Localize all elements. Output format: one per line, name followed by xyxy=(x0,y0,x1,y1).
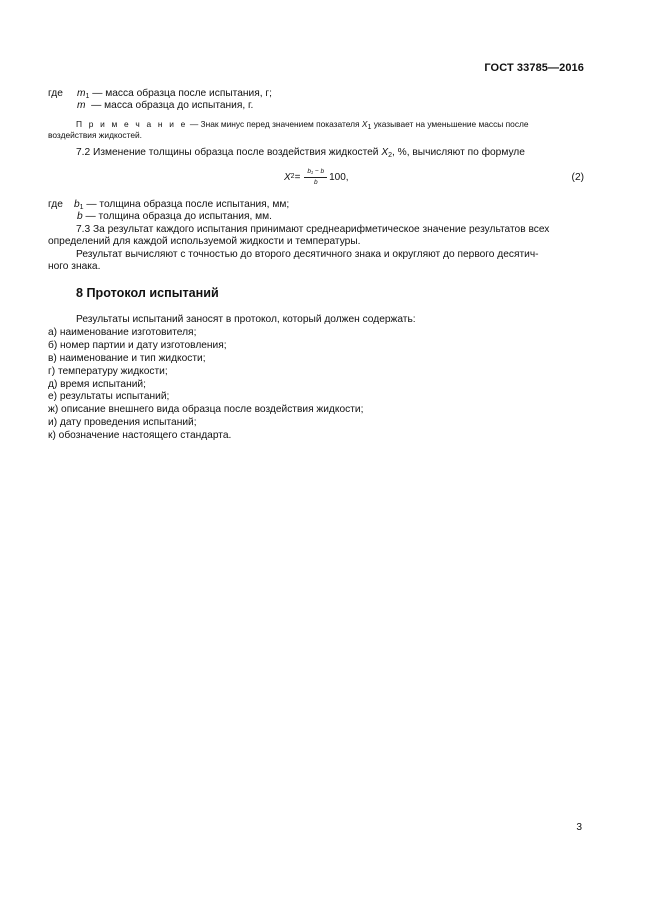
definition-m xyxy=(77,100,253,113)
formula-eq: = xyxy=(294,171,301,183)
p72-sub: 2 xyxy=(388,152,393,159)
list-item: в) наименование и тип жидкости; xyxy=(48,352,206,364)
sub-m1: 1 xyxy=(85,93,90,100)
formula-fraction xyxy=(304,168,327,187)
list-item: к) обозначение настоящего стандарта. xyxy=(48,430,232,442)
definition-m1-text: — масса образца после испытания, г; xyxy=(89,88,272,99)
note-var: X xyxy=(361,119,368,129)
sub-b1: 1 xyxy=(79,204,84,211)
definition-m1 xyxy=(77,88,272,101)
definition-b1-text: — толщина образца после испытания, мм; xyxy=(83,199,290,210)
definition-b xyxy=(77,211,272,224)
p73-line-2: определений для каждой используемой жидкости и температуры. xyxy=(48,236,361,247)
section-8-heading: 8 Протокол испытаний xyxy=(76,286,219,300)
formula-2: X 2 = $\frac{\text{b₁ − b}}{b}$ 100, xyxy=(284,167,349,186)
note-label: П р и м е ч а н и е xyxy=(76,119,188,129)
p72-text-b: , %, вычисляют по формуле xyxy=(392,147,525,158)
note-line-2: воздействия жидкостей. xyxy=(48,130,142,140)
paragraph-7-2 xyxy=(76,147,584,160)
page-number: 3 xyxy=(576,822,582,833)
list-item: ж) описание внешнего вида образца после воздействия жидкости; xyxy=(48,404,364,416)
formula-numerator: b₁ − b xyxy=(304,168,327,178)
definition-m-text: — масса образца до испытания, г. xyxy=(85,100,254,111)
var-b: b xyxy=(77,211,83,222)
standard-designation: ГОСТ 33785—2016 xyxy=(484,62,584,74)
list-item: е) результаты испытаний; xyxy=(48,391,170,403)
note-text-a: — Знак минус перед значением показателя xyxy=(187,119,362,129)
protocol-list xyxy=(48,314,416,443)
note-sub: 1 xyxy=(367,124,372,131)
formula-lhs-var: X xyxy=(284,171,291,183)
definition-b1 xyxy=(74,199,289,212)
formula-number: (2) xyxy=(571,172,584,183)
where-label-1: где xyxy=(48,88,63,99)
list-item: г) температуру жидкости; xyxy=(48,365,168,377)
list-item: и) дату проведения испытаний; xyxy=(48,417,197,429)
p72-var: X xyxy=(381,147,389,158)
protocol-intro: Результаты испытаний заносят в протокол, который должен содержать: xyxy=(76,314,416,325)
list-item: д) время испытаний; xyxy=(48,378,146,390)
where-label-2: где xyxy=(48,199,63,210)
p73-line-1: 7.3 За результат каждого испытания принимают среднеарифметическое значение результатов всех xyxy=(76,224,550,235)
note-text-b: указывает на уменьшение массы после xyxy=(371,119,529,129)
p73-line-3: Результат вычисляют с точностью до второго десятичного знака и округляют до первого десятич- xyxy=(76,249,539,260)
p73-line-4: ного знака. xyxy=(48,261,101,272)
list-item: б) номер партии и дату изготовления; xyxy=(48,339,227,351)
definition-b-text: — толщина образца до испытания, мм. xyxy=(82,211,272,222)
var-m: m xyxy=(77,100,86,111)
formula-denominator: b xyxy=(313,178,318,186)
var-m1: m xyxy=(77,88,86,99)
var-b1: b xyxy=(74,199,80,210)
formula-tail: 100, xyxy=(329,171,349,183)
list-item: а) наименование изготовителя; xyxy=(48,326,197,338)
note-line-1 xyxy=(76,119,584,130)
p72-text-a: 7.2 Изменение толщины образца после воздействия жидкостей xyxy=(76,147,382,158)
